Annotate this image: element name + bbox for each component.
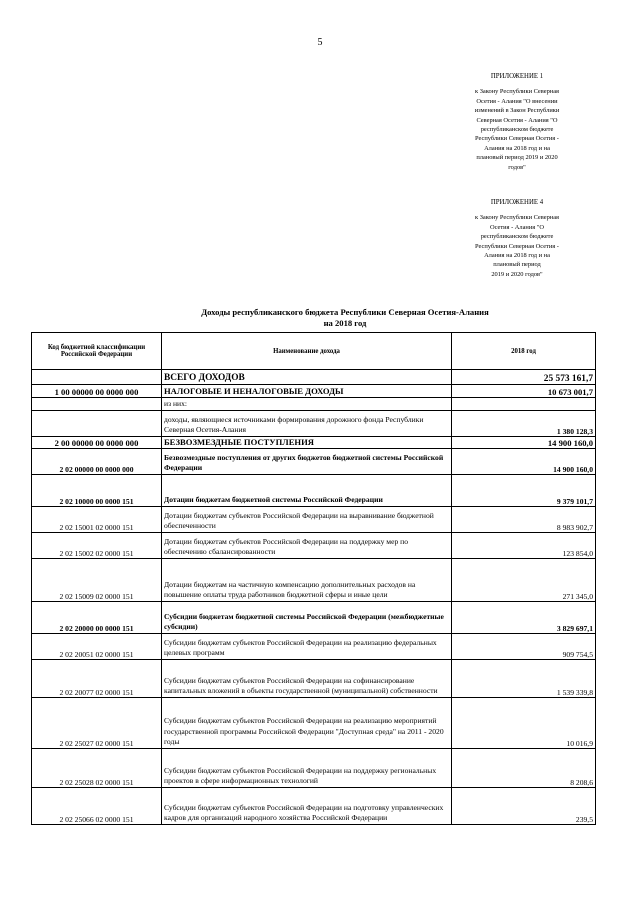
annex-line: к Закону Республики Северная <box>475 88 559 96</box>
title-line: Доходы республиканского бюджета Республики Северная Осетия-Алания <box>201 307 489 317</box>
annex-1 <box>448 72 586 172</box>
row-amount: 8 983 902,7 <box>452 507 596 533</box>
page-number: 5 <box>317 37 323 48</box>
row-amount: 14 900 160,0 <box>452 437 596 449</box>
row-code: 2 00 00000 00 0000 000 <box>32 437 162 449</box>
row-name: из них: <box>162 398 452 411</box>
annex-heading: ПРИЛОЖЕНИЕ 1 <box>490 73 544 80</box>
row-name: БЕЗВОЗМЕЗДНЫЕ ПОСТУПЛЕНИЯ <box>162 437 452 449</box>
row-name: доходы, являющиеся источниками формирования дорожного фонда Республики Северная Осетия-Алания <box>162 411 452 437</box>
header-code: Код бюджетной классификации Российской Федерации <box>32 333 162 370</box>
row-amount: 25 573 161,7 <box>452 370 596 385</box>
table-row <box>32 634 596 660</box>
row-code: 2 02 15009 02 0000 151 <box>32 559 162 602</box>
annex-line: республиканском бюджете <box>480 233 554 241</box>
annex-line: 2019 и 2020 годов" <box>491 270 543 278</box>
annex-line: Алания на 2018 год и на <box>484 252 550 260</box>
row-name: Субсидии бюджетам субъектов Российской Федерации на софинансирование капитальных вложений в объекты государственной (муниципальной) собственности <box>162 660 452 698</box>
row-code: 1 00 00000 00 0000 000 <box>32 385 162 398</box>
row-name: Безвозмездные поступления от других бюджетов бюджетной системы Российской Федерации <box>162 449 452 475</box>
annex-line: Северная Осетия - Алания "О <box>476 116 558 124</box>
row-code: 2 02 25028 02 0000 151 <box>32 749 162 788</box>
row-code <box>32 398 162 411</box>
row-code: 2 02 25066 02 0000 151 <box>32 788 162 825</box>
annex-line: к Закону Республики Северная <box>475 214 559 222</box>
row-name: Субсидии бюджетам субъектов Российской Федерации на поддержку региональных проектов в сфере информационных технологий <box>162 749 452 788</box>
row-amount: 10 016,9 <box>452 698 596 749</box>
table-row <box>32 370 596 385</box>
row-code: 2 02 20077 02 0000 151 <box>32 660 162 698</box>
row-code <box>32 370 162 385</box>
table-row <box>32 437 596 449</box>
table-row <box>32 507 596 533</box>
annex-4 <box>448 198 586 279</box>
row-amount: 8 208,6 <box>452 749 596 788</box>
row-code: 2 02 20051 02 0000 151 <box>32 634 162 660</box>
annex-line: Осетия - Алания "О внесении <box>476 97 558 105</box>
document-title <box>60 307 630 328</box>
row-amount: 271 345,0 <box>452 559 596 602</box>
table-row <box>32 449 596 475</box>
row-code: 2 02 15002 02 0000 151 <box>32 533 162 559</box>
table-row <box>32 602 596 634</box>
row-amount: 909 754,5 <box>452 634 596 660</box>
table-row <box>32 660 596 698</box>
annex-line: изменений в Закон Республики <box>474 107 560 115</box>
annex-line: республиканском бюджете <box>480 126 554 134</box>
row-code <box>32 411 162 437</box>
annex-heading: ПРИЛОЖЕНИЕ 4 <box>490 199 544 206</box>
row-amount: 14 900 160,0 <box>452 449 596 475</box>
row-amount: 10 673 001,7 <box>452 385 596 398</box>
annex-line: плановый период <box>493 261 541 269</box>
table-row <box>32 788 596 825</box>
title-line: на 2018 год <box>323 317 367 328</box>
header-name: Наименование дохода <box>162 333 452 370</box>
row-name: Дотации бюджетам бюджетной системы Российской Федерации <box>162 475 452 507</box>
table-row <box>32 398 596 411</box>
table-row <box>32 559 596 602</box>
row-name: НАЛОГОВЫЕ И НЕНАЛОГОВЫЕ ДОХОДЫ <box>162 385 452 398</box>
row-code: 2 02 10000 00 0000 151 <box>32 475 162 507</box>
row-name: Субсидии бюджетам субъектов Российской Федерации на подготовку управленческих кадров для организаций народного хозяйства Российской Федерации <box>162 788 452 825</box>
row-amount: 239,5 <box>452 788 596 825</box>
annex-line: плановый период 2019 и 2020 <box>476 154 558 162</box>
row-name: Субсидии бюджетам бюджетной системы Российской Федерации (межбюджетные субсидии) <box>162 602 452 634</box>
annex-line: Республики Северная Осетия - <box>475 242 559 250</box>
row-code: 2 02 20000 00 0000 151 <box>32 602 162 634</box>
row-name: Субсидии бюджетам субъектов Российской Федерации на реализацию мероприятий государственной программы Российской Федерации "Доступная среда" на 2011 - 2020 годы <box>162 698 452 749</box>
row-amount <box>452 398 596 411</box>
table-header-row <box>32 333 596 370</box>
header-year: 2018 год <box>452 333 596 370</box>
row-amount: 1 539 339,8 <box>452 660 596 698</box>
table-row <box>32 749 596 788</box>
revenue-table <box>31 332 596 825</box>
row-name: Субсидии бюджетам субъектов Российской Федерации на реализацию федеральных целевых программ <box>162 634 452 660</box>
row-code: 2 02 00000 00 0000 000 <box>32 449 162 475</box>
table-row <box>32 475 596 507</box>
annex-line: годов" <box>508 163 526 171</box>
row-name: Дотации бюджетам на частичную компенсацию дополнительных расходов на повышение оплаты труда работников бюджетной сферы и иные цели <box>162 559 452 602</box>
row-code: 2 02 15001 02 0000 151 <box>32 507 162 533</box>
row-name: Дотации бюджетам субъектов Российской Федерации на поддержку мер по обеспечению сбалансированности <box>162 533 452 559</box>
table-row <box>32 411 596 437</box>
row-name: Дотации бюджетам субъектов Российской Федерации на выравнивание бюджетной обеспеченности <box>162 507 452 533</box>
table-row <box>32 698 596 749</box>
row-name: ВСЕГО ДОХОДОВ <box>162 370 452 385</box>
row-amount: 1 380 128,3 <box>452 411 596 437</box>
row-code: 2 02 25027 02 0000 151 <box>32 698 162 749</box>
annex-line: Республики Северная Осетия - <box>475 135 559 143</box>
annex-line: Осетия - Алания "О <box>489 223 545 231</box>
table-row <box>32 533 596 559</box>
row-amount: 3 829 697,1 <box>452 602 596 634</box>
table-row <box>32 385 596 398</box>
annex-line: Алания на 2018 год и на <box>484 144 550 152</box>
row-amount: 9 379 101,7 <box>452 475 596 507</box>
row-amount: 123 854,0 <box>452 533 596 559</box>
